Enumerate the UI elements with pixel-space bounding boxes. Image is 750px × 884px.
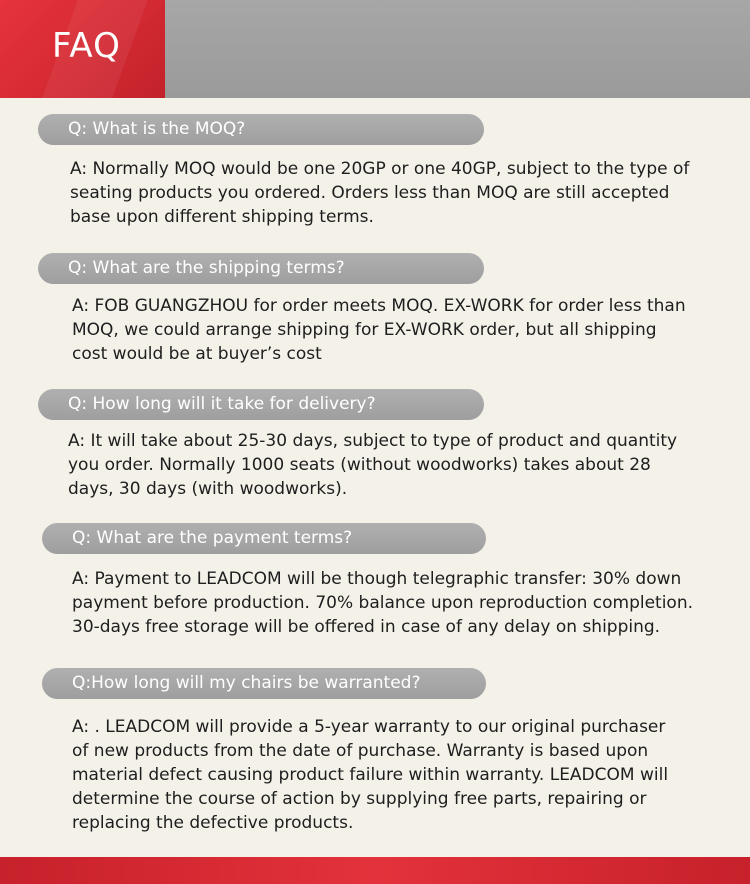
faq-question-5: Q:How long will my chairs be warranted?	[42, 668, 486, 699]
faq-question-3: Q: How long will it take for delivery?	[38, 389, 484, 420]
faq-answer-3: A: It will take about 25-30 days, subject to type of product and quantity you order. Normally 1000 seats (without woodworks) takes about 28 days, 30 days (with woodworks).	[68, 431, 678, 499]
faq-question-1: Q: What is the MOQ?	[38, 114, 484, 145]
page-title: FAQ	[52, 26, 121, 66]
faq-header	[0, 0, 750, 98]
footer-bar	[0, 857, 750, 884]
faq-answer-5: A: . LEADCOM will provide a 5-year warranty to our original purchaser of new products from the date of purchase. Warranty is based upon material defect causing product failure within warranty. LEADCOM will determine the course of action by supplying free parts, repairing or replacing the defective products.	[72, 717, 669, 833]
faq-question-2: Q: What are the shipping terms?	[38, 253, 484, 284]
faq-question-4: Q: What are the payment terms?	[42, 523, 486, 554]
faq-answer-1: A: Normally MOQ would be one 20GP or one 40GP, subject to the type of seating products you ordered. Orders less than MOQ are still accepted base upon different shipping terms.	[70, 159, 690, 227]
faq-answer-4: A: Payment to LEADCOM will be though telegraphic transfer: 30% down payment before production. 70% balance upon reproduction completion. 30-days free storage will be offered in case of any delay on shipping.	[72, 569, 694, 637]
header-gray-band	[165, 0, 750, 98]
faq-answer-2: A: FOB GUANGZHOU for order meets MOQ. EX-WORK for order less than MOQ, we could arrange shipping for EX-WORK order, but all shipping cost would be at buyer’s cost	[72, 296, 686, 364]
